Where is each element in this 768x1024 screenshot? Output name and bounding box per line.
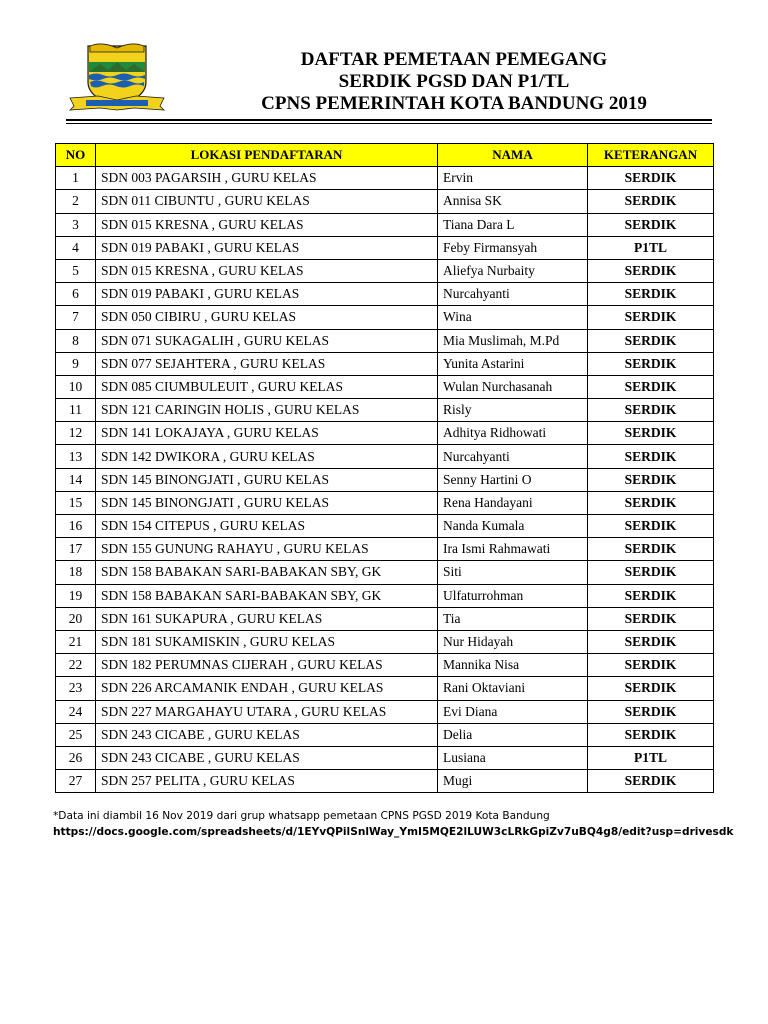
nama-cell: Mannika Nisa bbox=[438, 654, 588, 677]
lokasi-cell: SDN 243 CICABE , GURU KELAS bbox=[96, 746, 438, 769]
row-number-cell: 24 bbox=[56, 700, 96, 723]
keterangan-cell: SERDIK bbox=[588, 213, 714, 236]
row-number-cell: 26 bbox=[56, 746, 96, 769]
keterangan-cell: SERDIK bbox=[588, 770, 714, 793]
nama-cell: Ira Ismi Rahmawati bbox=[438, 538, 588, 561]
lokasi-cell: SDN 142 DWIKORA , GURU KELAS bbox=[96, 445, 438, 468]
keterangan-cell: SERDIK bbox=[588, 375, 714, 398]
row-number-cell: 22 bbox=[56, 654, 96, 677]
row-number-cell: 2 bbox=[56, 190, 96, 213]
nama-cell: Tiana Dara L bbox=[438, 213, 588, 236]
row-number-cell: 18 bbox=[56, 561, 96, 584]
footnote-source-text: *Data ini diambil 16 Nov 2019 dari grup whatsapp pemetaan CPNS PGSD 2019 Kota Bandung bbox=[53, 810, 550, 822]
keterangan-cell: SERDIK bbox=[588, 468, 714, 491]
lokasi-cell: SDN 050 CIBIRU , GURU KELAS bbox=[96, 306, 438, 329]
table-row bbox=[56, 375, 714, 398]
title-line-3: CPNS PEMERINTAH KOTA BANDUNG 2019 bbox=[261, 93, 647, 114]
nama-cell: Siti bbox=[438, 561, 588, 584]
keterangan-cell: SERDIK bbox=[588, 399, 714, 422]
table-row bbox=[56, 584, 714, 607]
keterangan-cell: SERDIK bbox=[588, 584, 714, 607]
nama-cell: Mugi bbox=[438, 770, 588, 793]
table-row bbox=[56, 190, 714, 213]
footnote bbox=[53, 808, 763, 840]
nama-cell: Feby Firmansyah bbox=[438, 236, 588, 259]
nama-cell: Wulan Nurchasanah bbox=[438, 375, 588, 398]
nama-cell: Lusiana bbox=[438, 746, 588, 769]
lokasi-cell: SDN 003 PAGARSIH , GURU KELAS bbox=[96, 167, 438, 190]
lokasi-cell: SDN 019 PABAKI , GURU KELAS bbox=[96, 283, 438, 306]
table-row bbox=[56, 283, 714, 306]
row-number-cell: 3 bbox=[56, 213, 96, 236]
lokasi-cell: SDN 145 BINONGJATI , GURU KELAS bbox=[96, 491, 438, 514]
row-number-cell: 8 bbox=[56, 329, 96, 352]
lokasi-cell: SDN 121 CARINGIN HOLIS , GURU KELAS bbox=[96, 399, 438, 422]
lokasi-cell: SDN 154 CITEPUS , GURU KELAS bbox=[96, 515, 438, 538]
table-row bbox=[56, 236, 714, 259]
row-number-cell: 21 bbox=[56, 630, 96, 653]
nama-cell: Rena Handayani bbox=[438, 491, 588, 514]
row-number-cell: 25 bbox=[56, 723, 96, 746]
keterangan-cell: SERDIK bbox=[588, 538, 714, 561]
keterangan-cell: SERDIK bbox=[588, 329, 714, 352]
table-row bbox=[56, 329, 714, 352]
column-header-nama: NAMA bbox=[438, 144, 588, 167]
nama-cell: Ulfaturrohman bbox=[438, 584, 588, 607]
row-number-cell: 17 bbox=[56, 538, 96, 561]
table-row bbox=[56, 607, 714, 630]
keterangan-cell: SERDIK bbox=[588, 167, 714, 190]
nama-cell: Ervin bbox=[438, 167, 588, 190]
keterangan-cell: SERDIK bbox=[588, 607, 714, 630]
row-number-cell: 6 bbox=[56, 283, 96, 306]
nama-cell: Yunita Astarini bbox=[438, 352, 588, 375]
keterangan-cell: SERDIK bbox=[588, 445, 714, 468]
row-number-cell: 1 bbox=[56, 167, 96, 190]
table-row bbox=[56, 770, 714, 793]
table-row bbox=[56, 213, 714, 236]
row-number-cell: 14 bbox=[56, 468, 96, 491]
lokasi-cell: SDN 227 MARGAHAYU UTARA , GURU KELAS bbox=[96, 700, 438, 723]
lokasi-cell: SDN 015 KRESNA , GURU KELAS bbox=[96, 259, 438, 282]
lokasi-cell: SDN 158 BABAKAN SARI-BABAKAN SBY, GK bbox=[96, 561, 438, 584]
data-table bbox=[55, 143, 714, 793]
keterangan-cell: SERDIK bbox=[588, 190, 714, 213]
keterangan-cell: SERDIK bbox=[588, 515, 714, 538]
row-number-cell: 15 bbox=[56, 491, 96, 514]
table-row bbox=[56, 167, 714, 190]
lokasi-cell: SDN 077 SEJAHTERA , GURU KELAS bbox=[96, 352, 438, 375]
keterangan-cell: SERDIK bbox=[588, 306, 714, 329]
table-row bbox=[56, 515, 714, 538]
keterangan-cell: SERDIK bbox=[588, 723, 714, 746]
nama-cell: Annisa SK bbox=[438, 190, 588, 213]
lokasi-cell: SDN 161 SUKAPURA , GURU KELAS bbox=[96, 607, 438, 630]
row-number-cell: 9 bbox=[56, 352, 96, 375]
table-row bbox=[56, 259, 714, 282]
table-row bbox=[56, 468, 714, 491]
row-number-cell: 12 bbox=[56, 422, 96, 445]
lokasi-cell: SDN 182 PERUMNAS CIJERAH , GURU KELAS bbox=[96, 654, 438, 677]
keterangan-cell: SERDIK bbox=[588, 283, 714, 306]
keterangan-cell: SERDIK bbox=[588, 630, 714, 653]
row-number-cell: 7 bbox=[56, 306, 96, 329]
header-divider-thin bbox=[66, 123, 712, 124]
row-number-cell: 5 bbox=[56, 259, 96, 282]
nama-cell: Tia bbox=[438, 607, 588, 630]
row-number-cell: 10 bbox=[56, 375, 96, 398]
row-number-cell: 13 bbox=[56, 445, 96, 468]
table-row bbox=[56, 746, 714, 769]
nama-cell: Nanda Kumala bbox=[438, 515, 588, 538]
nama-cell: Delia bbox=[438, 723, 588, 746]
table-row bbox=[56, 700, 714, 723]
kota-bandung-crest-icon bbox=[68, 42, 166, 112]
keterangan-cell: P1TL bbox=[588, 746, 714, 769]
lokasi-cell: SDN 071 SUKAGALIH , GURU KELAS bbox=[96, 329, 438, 352]
column-header-no: NO bbox=[56, 144, 96, 167]
table-row bbox=[56, 445, 714, 468]
nama-cell: Nur Hidayah bbox=[438, 630, 588, 653]
keterangan-cell: SERDIK bbox=[588, 491, 714, 514]
nama-cell: Nurcahyanti bbox=[438, 283, 588, 306]
keterangan-cell: SERDIK bbox=[588, 352, 714, 375]
row-number-cell: 19 bbox=[56, 584, 96, 607]
lokasi-cell: SDN 019 PABAKI , GURU KELAS bbox=[96, 236, 438, 259]
nama-cell: Senny Hartini O bbox=[438, 468, 588, 491]
row-number-cell: 11 bbox=[56, 399, 96, 422]
nama-cell: Rani Oktaviani bbox=[438, 677, 588, 700]
table-row bbox=[56, 306, 714, 329]
lokasi-cell: SDN 226 ARCAMANIK ENDAH , GURU KELAS bbox=[96, 677, 438, 700]
title-line-1: DAFTAR PEMETAAN PEMEGANG bbox=[300, 49, 608, 70]
table-row bbox=[56, 654, 714, 677]
header-divider-thick bbox=[66, 119, 712, 121]
row-number-cell: 27 bbox=[56, 770, 96, 793]
lokasi-cell: SDN 085 CIUMBULEUIT , GURU KELAS bbox=[96, 375, 438, 398]
lokasi-cell: SDN 243 CICABE , GURU KELAS bbox=[96, 723, 438, 746]
row-number-cell: 16 bbox=[56, 515, 96, 538]
keterangan-cell: SERDIK bbox=[588, 561, 714, 584]
table-row bbox=[56, 422, 714, 445]
document-title bbox=[170, 49, 738, 115]
table-row bbox=[56, 677, 714, 700]
lokasi-cell: SDN 015 KRESNA , GURU KELAS bbox=[96, 213, 438, 236]
keterangan-cell: SERDIK bbox=[588, 654, 714, 677]
footnote-link[interactable]: https://docs.google.com/spreadsheets/d/1EYvQPilSnlWay_YmI5MQE2lLUW3cLRkGpiZv7uBQ4g8/edit?usp=drivesdk bbox=[53, 826, 734, 838]
lokasi-cell: SDN 141 LOKAJAYA , GURU KELAS bbox=[96, 422, 438, 445]
keterangan-cell: P1TL bbox=[588, 236, 714, 259]
table-row bbox=[56, 399, 714, 422]
keterangan-cell: SERDIK bbox=[588, 422, 714, 445]
title-line-2: SERDIK PGSD DAN P1/TL bbox=[338, 71, 570, 92]
nama-cell: Aliefya Nurbaity bbox=[438, 259, 588, 282]
nama-cell: Mia Muslimah, M.Pd bbox=[438, 329, 588, 352]
lokasi-cell: SDN 155 GUNUNG RAHAYU , GURU KELAS bbox=[96, 538, 438, 561]
table-row bbox=[56, 538, 714, 561]
table-row bbox=[56, 561, 714, 584]
nama-cell: Adhitya Ridhowati bbox=[438, 422, 588, 445]
row-number-cell: 23 bbox=[56, 677, 96, 700]
row-number-cell: 4 bbox=[56, 236, 96, 259]
nama-cell: Nurcahyanti bbox=[438, 445, 588, 468]
table-body bbox=[56, 167, 714, 793]
column-header-lokasi: LOKASI PENDAFTARAN bbox=[96, 144, 438, 167]
lokasi-cell: SDN 181 SUKAMISKIN , GURU KELAS bbox=[96, 630, 438, 653]
keterangan-cell: SERDIK bbox=[588, 259, 714, 282]
table-row bbox=[56, 723, 714, 746]
column-header-keterangan: KETERANGAN bbox=[588, 144, 714, 167]
nama-cell: Risly bbox=[438, 399, 588, 422]
nama-cell: Evi Diana bbox=[438, 700, 588, 723]
keterangan-cell: SERDIK bbox=[588, 677, 714, 700]
table-row bbox=[56, 491, 714, 514]
lokasi-cell: SDN 145 BINONGJATI , GURU KELAS bbox=[96, 468, 438, 491]
table-header-row bbox=[56, 144, 714, 167]
lokasi-cell: SDN 257 PELITA , GURU KELAS bbox=[96, 770, 438, 793]
nama-cell: Wina bbox=[438, 306, 588, 329]
lokasi-cell: SDN 158 BABAKAN SARI-BABAKAN SBY, GK bbox=[96, 584, 438, 607]
keterangan-cell: SERDIK bbox=[588, 700, 714, 723]
table-row bbox=[56, 352, 714, 375]
table-row bbox=[56, 630, 714, 653]
row-number-cell: 20 bbox=[56, 607, 96, 630]
lokasi-cell: SDN 011 CIBUNTU , GURU KELAS bbox=[96, 190, 438, 213]
